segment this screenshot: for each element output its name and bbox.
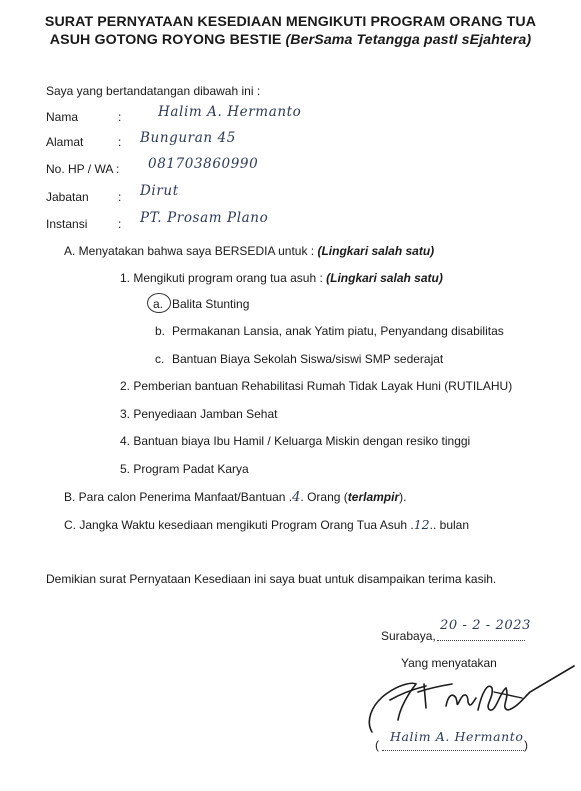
section-b <box>64 490 406 505</box>
sub-c-letter: c. <box>155 352 165 366</box>
field-colon: : <box>118 135 122 149</box>
place-label: Surabaya, <box>381 629 436 643</box>
section-b-note: terlampir <box>347 490 400 504</box>
signer-label: Yang menyatakan <box>401 656 497 670</box>
section-b-suffix: ). <box>399 490 407 504</box>
date-value: 20 - 2 - 2023 <box>440 618 532 633</box>
item-4: 4. Bantuan biaya Ibu Hamil / Keluarga Miskin dengan resiko tinggi <box>120 434 471 448</box>
item-3: 3. Penyediaan Jamban Sehat <box>120 407 278 421</box>
field-value-instansi: PT. Prosam Plano <box>140 210 269 226</box>
sub-c-text: Bantuan Biaya Sekolah Siswa/siswi SMP sederajat <box>172 352 444 366</box>
closing-text: Demikian surat Pernyataan Kesediaan ini saya buat untuk disampaikan terima kasih. <box>46 572 497 586</box>
date-dotted-line <box>437 640 525 641</box>
field-label-jabatan: Jabatan <box>46 190 89 204</box>
document-title-line2 <box>0 32 581 48</box>
section-c-count: 12 <box>413 517 430 532</box>
intro-text: Saya yang bertandatangan dibawah ini : <box>46 84 261 98</box>
sub-b-text: Permakanan Lansia, anak Yatim piatu, Penyandang disabilitas <box>172 324 504 338</box>
field-label-hp: No. HP / WA : <box>46 162 120 176</box>
field-colon: : <box>118 217 122 231</box>
name-dotted-line <box>382 750 524 751</box>
sub-b-letter: b. <box>155 324 166 338</box>
field-colon: : <box>118 190 122 204</box>
item-5: 5. Program Padat Karya <box>120 462 249 476</box>
section-b-mid: . Orang ( <box>300 490 348 504</box>
section-c-prefix: C. Jangka Waktu kesediaan mengikuti Program Orang Tua Asuh . <box>64 518 414 532</box>
section-c <box>64 517 469 532</box>
field-label-alamat: Alamat <box>46 135 84 149</box>
title-main: ASUH GOTONG ROYONG BESTIE <box>49 32 286 48</box>
item-1-note: (Lingkari salah satu) <box>326 271 443 285</box>
section-a-note: (Lingkari salah satu) <box>317 244 435 258</box>
section-a <box>64 244 434 258</box>
document-title-line1: SURAT PERNYATAAN KESEDIAAN MENGIKUTI PROGRAM ORANG TUA <box>44 14 537 30</box>
section-a-text: A. Menyatakan bahwa saya BERSEDIA untuk : <box>64 244 318 258</box>
item-1 <box>120 271 443 285</box>
paren-open: ( <box>375 738 379 752</box>
field-label-nama: Nama <box>46 110 79 124</box>
signer-name: Halim A. Hermanto <box>390 729 524 744</box>
field-value-nama: Halim A. Hermanto <box>158 104 302 120</box>
sub-a-letter: a. <box>153 297 164 311</box>
item-2: 2. Pemberian bantuan Rehabilitasi Rumah Tidak Layak Huni (RUTILAHU) <box>120 379 513 393</box>
item-1-text: 1. Mengikuti program orang tua asuh : <box>120 271 327 285</box>
sub-a-text: Balita Stunting <box>172 297 250 311</box>
field-value-jabatan: Dirut <box>140 183 179 199</box>
section-b-count: 4 <box>292 490 301 505</box>
section-b-prefix: B. Para calon Penerima Manfaat/Bantuan . <box>64 490 293 504</box>
title-acronym: (BerSama Tetangga pastI sEjahtera) <box>285 32 532 48</box>
field-colon: : <box>118 110 122 124</box>
section-c-suffix: .. bulan <box>429 518 470 532</box>
field-value-alamat: Bunguran 45 <box>140 130 236 146</box>
paren-close: ) <box>524 738 528 752</box>
field-value-hp: 081703860990 <box>148 156 259 172</box>
field-label-instansi: Instansi <box>46 217 88 231</box>
